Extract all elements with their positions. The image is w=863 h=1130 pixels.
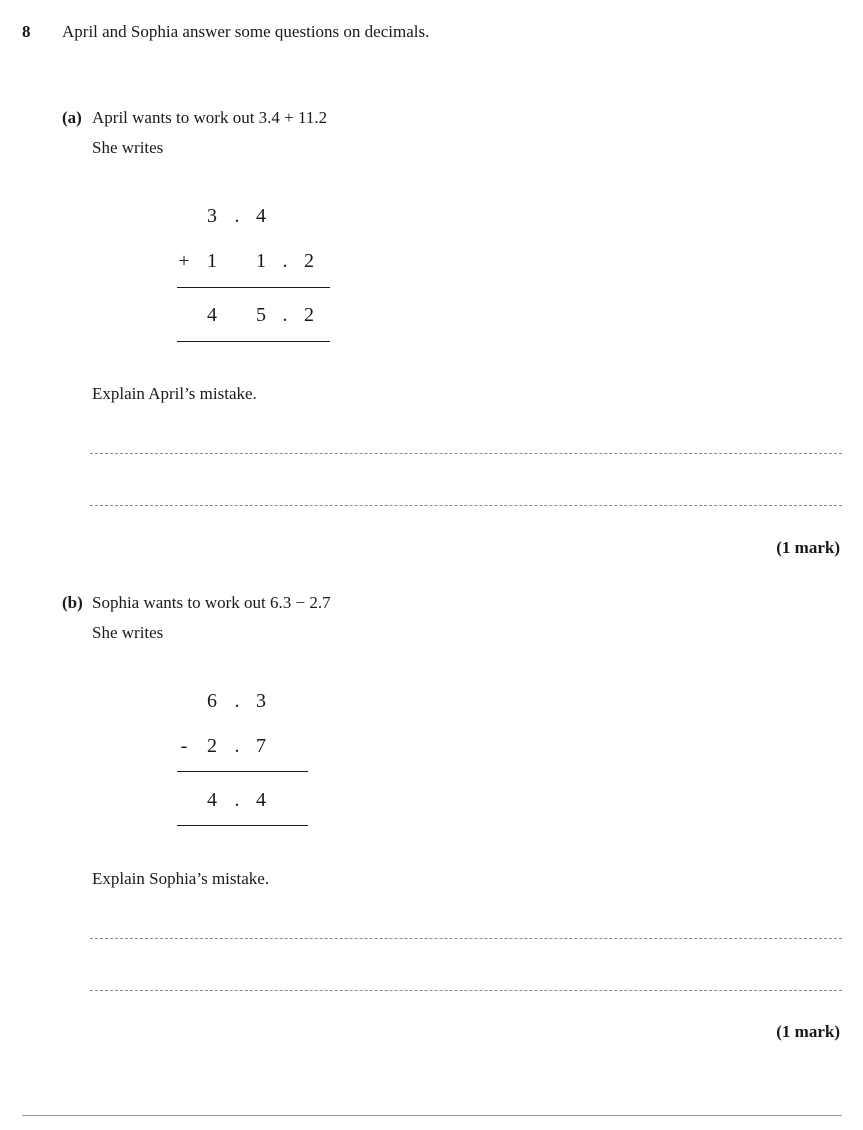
part-b-answer-line[interactable] — [90, 990, 842, 991]
b-difference-rule-bottom — [177, 825, 308, 826]
b-row1-digit: 6 — [207, 690, 217, 712]
a-sum-rule-bottom — [177, 341, 330, 342]
part-b-label: (b) — [62, 593, 83, 612]
part-a-she-writes: She writes — [92, 138, 164, 157]
a-row2-digit: 2 — [304, 250, 314, 272]
a-row2-digit: 1 — [256, 250, 266, 272]
a-sum-rule-top — [177, 287, 330, 288]
b-row2-digit: 2 — [207, 735, 217, 757]
part-a-answer-line[interactable] — [90, 453, 842, 454]
b-result-digit: 4 — [207, 789, 217, 811]
question-number: 8 — [22, 22, 31, 41]
b-row2-digit: 7 — [256, 735, 266, 757]
a-result-digit: 4 — [207, 304, 217, 326]
b-row1-point: . — [234, 690, 240, 712]
b-result-digit: 4 — [256, 789, 266, 811]
part-a-marks: (1 mark) — [776, 538, 840, 557]
part-a-explain: Explain April’s mistake. — [92, 384, 257, 403]
b-row1-digit: 3 — [256, 690, 266, 712]
a-plus-sign: + — [178, 250, 190, 272]
a-row2-digit: 1 — [207, 250, 217, 272]
part-b-she-writes: She writes — [92, 623, 164, 642]
part-a-answer-line[interactable] — [90, 505, 842, 506]
b-difference-rule-top — [177, 771, 308, 772]
a-result-digit: 2 — [304, 304, 314, 326]
part-a-label: (a) — [62, 108, 82, 127]
b-minus-sign: - — [180, 735, 188, 757]
a-row1-digit: 3 — [207, 205, 217, 227]
a-row1-digit: 4 — [256, 205, 266, 227]
question-intro: April and Sophia answer some questions on decimals. — [62, 22, 430, 41]
part-a-prompt: April wants to work out 3.4 + 11.2 — [92, 108, 328, 127]
a-result-digit: 5 — [256, 304, 266, 326]
b-row2-point: . — [234, 735, 240, 757]
part-b-answer-line[interactable] — [90, 938, 842, 939]
part-b-explain: Explain Sophia’s mistake. — [92, 869, 270, 888]
a-row2-point: . — [282, 250, 288, 272]
page-footer-divider — [22, 1115, 842, 1116]
part-b-prompt: Sophia wants to work out 6.3 − 2.7 — [92, 593, 331, 612]
part-b-marks: (1 mark) — [776, 1022, 840, 1041]
a-result-point: . — [282, 304, 288, 326]
b-result-point: . — [234, 789, 240, 811]
a-row1-point: . — [234, 205, 240, 227]
